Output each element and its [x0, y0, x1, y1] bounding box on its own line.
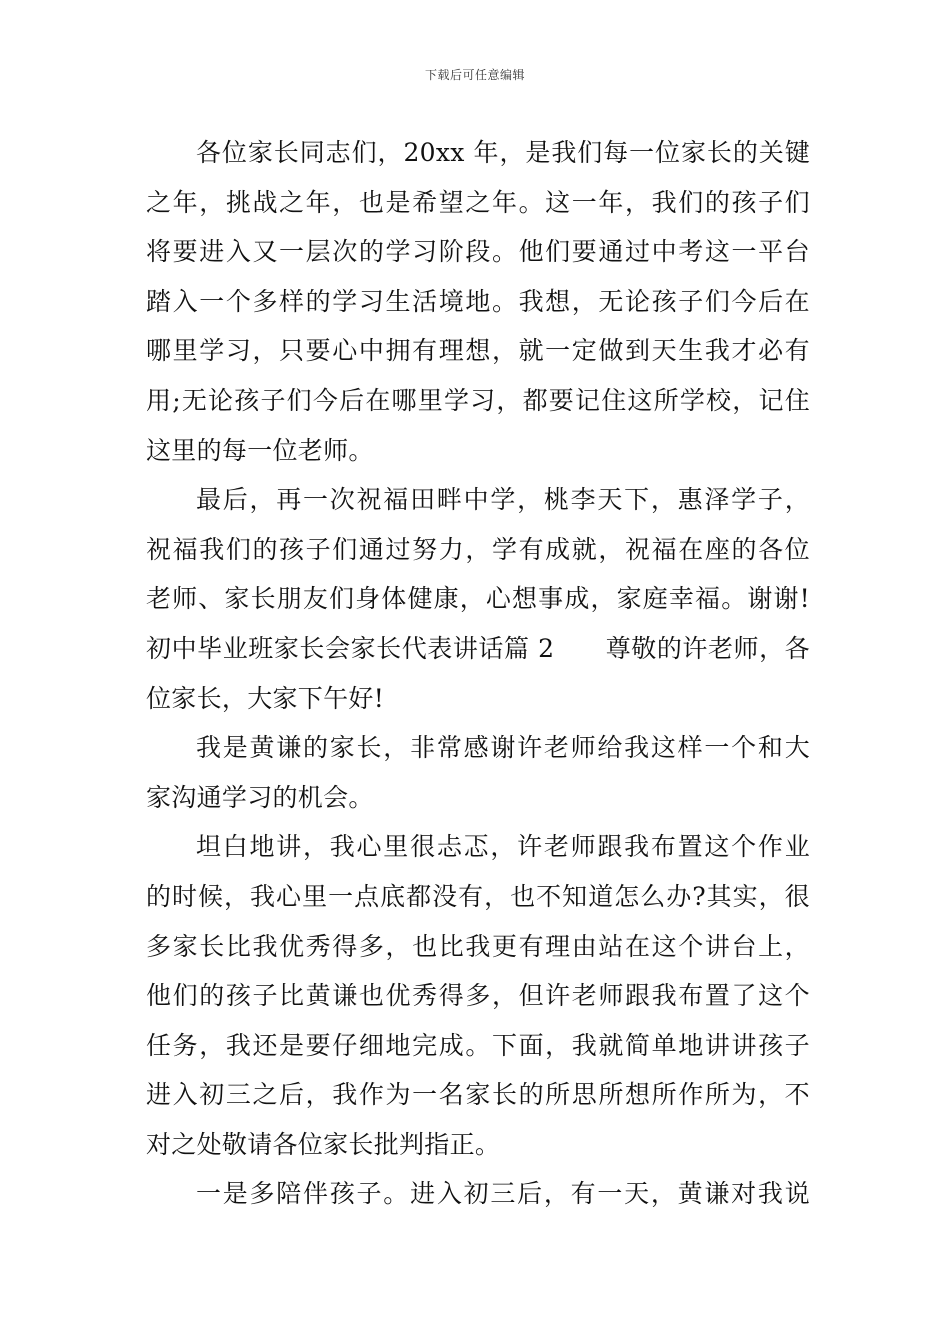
text-line: 我是黄谦的家长，非常感谢许老师给我这样一个和大 [196, 733, 810, 763]
text-line: 这里的每一位老师。 [146, 435, 374, 465]
text-line: 老师、家长朋友们身体健康，心想事成，家庭幸福。谢谢! [146, 584, 810, 614]
text-line: 哪里学习，只要心中拥有理想，就一定做到天生我才必有 [146, 336, 810, 366]
text-line: 各位家长同志们，20xx 年，是我们每一位家长的关键 [196, 138, 810, 167]
text-line: 之年，挑战之年，也是希望之年。这一年，我们的孩子们 [146, 187, 810, 217]
text-line: 家沟通学习的机会。 [146, 782, 374, 812]
page-header-note: 下载后可任意编辑 [424, 68, 525, 82]
text-line: 进入初三之后，我作为一名家长的所思所想所作所为，不 [146, 1080, 810, 1110]
text-line: 的时候，我心里一点底都没有，也不知道怎么办?其实，很 [146, 881, 810, 911]
text-line: 一是多陪伴孩子。进入初三后，有一天，黄谦对我说 [196, 1179, 810, 1209]
text-line: 坦白地讲，我心里很忐忑，许老师跟我布置这个作业 [196, 832, 810, 862]
text-line: 用;无论孩子们今后在哪里学习，都要记住这所学校，记住 [146, 385, 810, 415]
text-line: 他们的孩子比黄谦也优秀得多，但许老师跟我布置了这个 [146, 981, 810, 1011]
text-line: 对之处敬请各位家长批判指正。 [146, 1129, 501, 1159]
text-line: 任务，我还是要仔细地完成。下面，我就简单地讲讲孩子 [146, 1030, 810, 1060]
text-line: 最后，再一次祝福田畔中学，桃李天下，惠泽学子， [196, 485, 810, 515]
text-line: 位家长，大家下午好! [146, 683, 385, 713]
text-line: 将要进入又一层次的学习阶段。他们要通过中考这一平台 [146, 237, 810, 267]
text-line: 多家长比我优秀得多，也比我更有理由站在这个讲台上， [146, 931, 810, 961]
text-line: 踏入一个多样的学习生活境地。我想，无论孩子们今后在 [146, 286, 810, 316]
text-line: 初中毕业班家长会家长代表讲话篇 2 尊敬的许老师，各 [146, 633, 810, 663]
text-line: 祝福我们的孩子们通过努力，学有成就，祝福在座的各位 [146, 534, 810, 564]
document-body [146, 128, 810, 1219]
